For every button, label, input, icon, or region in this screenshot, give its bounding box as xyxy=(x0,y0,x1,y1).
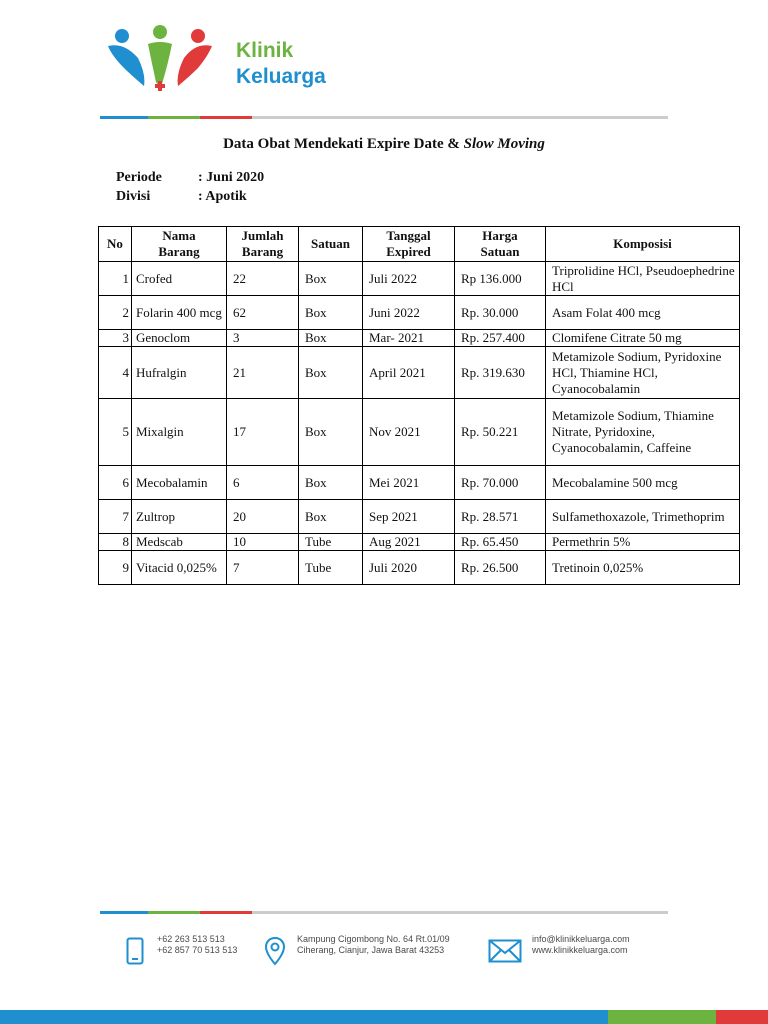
phone-1: +62 263 513 513 xyxy=(157,934,225,944)
cell-satuan: Box xyxy=(299,500,363,534)
header-jumlah-l2: Barang xyxy=(241,244,284,259)
phone-2: +62 857 70 513 513 xyxy=(157,945,238,955)
cell-satuan: Box xyxy=(299,399,363,466)
cell-harga: Rp 136.000 xyxy=(455,262,546,296)
table-row xyxy=(99,262,740,296)
periode-value: : Juni 2020 xyxy=(198,170,265,185)
cell-tanggal: April 2021 xyxy=(363,347,455,399)
cell-nama: Vitacid 0,025% xyxy=(132,551,227,585)
website-link[interactable]: www.klinikkeluarga.com xyxy=(532,945,628,955)
header-tanggal-l1: Tanggal xyxy=(386,228,431,243)
divisi-row xyxy=(116,189,247,205)
header-nama-l1: Nama xyxy=(162,228,196,243)
cell-no: 9 xyxy=(99,551,132,585)
cell-harga: Rp. 28.571 xyxy=(455,500,546,534)
divisi-label: Divisi xyxy=(116,189,151,204)
phone-icon xyxy=(126,937,144,965)
cell-jumlah: 20 xyxy=(227,500,299,534)
cell-jumlah: 62 xyxy=(227,296,299,330)
cell-satuan: Box xyxy=(299,296,363,330)
cell-tanggal: Mei 2021 xyxy=(363,466,455,500)
table-row xyxy=(99,399,740,466)
bottom-color-bar xyxy=(0,1010,768,1024)
header-tanggal-l2: Expired xyxy=(386,244,431,259)
email-link[interactable]: info@klinikkeluarga.com xyxy=(532,934,630,944)
cell-tanggal: Nov 2021 xyxy=(363,399,455,466)
table-row xyxy=(99,500,740,534)
medicine-table xyxy=(98,226,740,585)
header-harga xyxy=(455,227,546,262)
cell-no: 5 xyxy=(99,399,132,466)
cell-harga: Rp. 26.500 xyxy=(455,551,546,585)
brand-line2: Keluarga xyxy=(236,65,326,88)
header-no: No xyxy=(99,227,132,262)
footer-contact-online xyxy=(532,934,630,956)
cell-tanggal: Juli 2020 xyxy=(363,551,455,585)
cell-nama: Mixalgin xyxy=(132,399,227,466)
header-harga-l2: Satuan xyxy=(480,244,520,259)
cell-satuan: Tube xyxy=(299,551,363,585)
title-main: Data Obat Mendekati Expire Date & xyxy=(223,136,464,152)
header-tanggal xyxy=(363,227,455,262)
cell-jumlah: 6 xyxy=(227,466,299,500)
cell-satuan: Box xyxy=(299,330,363,347)
header-nama-l2: Barang xyxy=(158,244,200,259)
cell-harga: Rp. 65.450 xyxy=(455,534,546,551)
cell-tanggal: Sep 2021 xyxy=(363,500,455,534)
cell-no: 7 xyxy=(99,500,132,534)
cell-satuan: Tube xyxy=(299,534,363,551)
cell-komposisi: Asam Folat 400 mcg xyxy=(546,296,740,330)
address-line-1: Kampung Cigombong No. 64 Rt.01/09 xyxy=(297,934,450,944)
cell-nama: Medscab xyxy=(132,534,227,551)
cell-no: 1 xyxy=(99,262,132,296)
cell-no: 8 xyxy=(99,534,132,551)
cell-jumlah: 22 xyxy=(227,262,299,296)
location-pin-icon xyxy=(264,936,286,966)
cell-jumlah: 10 xyxy=(227,534,299,551)
cell-harga: Rp. 257.400 xyxy=(455,330,546,347)
header-nama xyxy=(132,227,227,262)
table-header-row xyxy=(99,227,740,262)
mail-icon xyxy=(488,939,522,963)
cell-harga: Rp. 70.000 xyxy=(455,466,546,500)
cell-jumlah: 21 xyxy=(227,347,299,399)
cell-no: 4 xyxy=(99,347,132,399)
cell-no: 2 xyxy=(99,296,132,330)
cell-komposisi: Sulfamethoxazole, Trimethoprim xyxy=(546,500,740,534)
cell-komposisi: Metamizole Sodium, Pyridoxine HCl, Thiamine HCl, Cyanocobalamin xyxy=(546,347,740,399)
cell-komposisi: Triprolidine HCl, Pseudoephedrine HCl xyxy=(546,262,740,296)
cell-no: 6 xyxy=(99,466,132,500)
table-row xyxy=(99,330,740,347)
title-italic: Slow Moving xyxy=(463,136,545,152)
cell-satuan: Box xyxy=(299,262,363,296)
cell-harga: Rp. 30.000 xyxy=(455,296,546,330)
header-jumlah-l1: Jumlah xyxy=(241,228,284,243)
table-row xyxy=(99,296,740,330)
brand-name xyxy=(236,38,326,90)
cell-tanggal: Mar- 2021 xyxy=(363,330,455,347)
header-divider xyxy=(100,116,668,119)
cell-satuan: Box xyxy=(299,466,363,500)
brand-line1: Klinik xyxy=(236,39,294,62)
cell-nama: Hufralgin xyxy=(132,347,227,399)
header-satuan: Satuan xyxy=(299,227,363,262)
footer-address xyxy=(297,934,450,956)
table-row xyxy=(99,534,740,551)
footer-phones xyxy=(157,934,237,956)
periode-label: Periode xyxy=(116,170,162,185)
divisi-value: : Apotik xyxy=(198,189,247,204)
table-row xyxy=(99,551,740,585)
cell-komposisi: Tretinoin 0,025% xyxy=(546,551,740,585)
cell-jumlah: 7 xyxy=(227,551,299,585)
cell-nama: Genoclom xyxy=(132,330,227,347)
header-jumlah xyxy=(227,227,299,262)
cell-nama: Folarin 400 mcg xyxy=(132,296,227,330)
cell-tanggal: Juli 2022 xyxy=(363,262,455,296)
clinic-logo xyxy=(104,24,224,96)
header-komposisi: Komposisi xyxy=(546,227,740,262)
cell-jumlah: 17 xyxy=(227,399,299,466)
periode-row xyxy=(116,170,264,186)
cell-komposisi: Metamizole Sodium, Thiamine Nitrate, Pyridoxine, Cyanocobalamin, Caffeine xyxy=(546,399,740,466)
table-row xyxy=(99,466,740,500)
cell-no: 3 xyxy=(99,330,132,347)
cell-jumlah: 3 xyxy=(227,330,299,347)
header-harga-l1: Harga xyxy=(482,228,518,243)
cell-harga: Rp. 50.221 xyxy=(455,399,546,466)
cell-komposisi: Mecobalamine 500 mcg xyxy=(546,466,740,500)
footer-divider xyxy=(100,911,668,914)
cell-komposisi: Permethrin 5% xyxy=(546,534,740,551)
cell-harga: Rp. 319.630 xyxy=(455,347,546,399)
cell-satuan: Box xyxy=(299,347,363,399)
table-row xyxy=(99,347,740,399)
cell-nama: Crofed xyxy=(132,262,227,296)
cell-tanggal: Juni 2022 xyxy=(363,296,455,330)
cell-nama: Zultrop xyxy=(132,500,227,534)
document-title xyxy=(0,136,768,153)
cell-komposisi: Clomifene Citrate 50 mg xyxy=(546,330,740,347)
address-line-2: Ciherang, Cianjur, Jawa Barat 43253 xyxy=(297,945,445,955)
cell-tanggal: Aug 2021 xyxy=(363,534,455,551)
cell-nama: Mecobalamin xyxy=(132,466,227,500)
